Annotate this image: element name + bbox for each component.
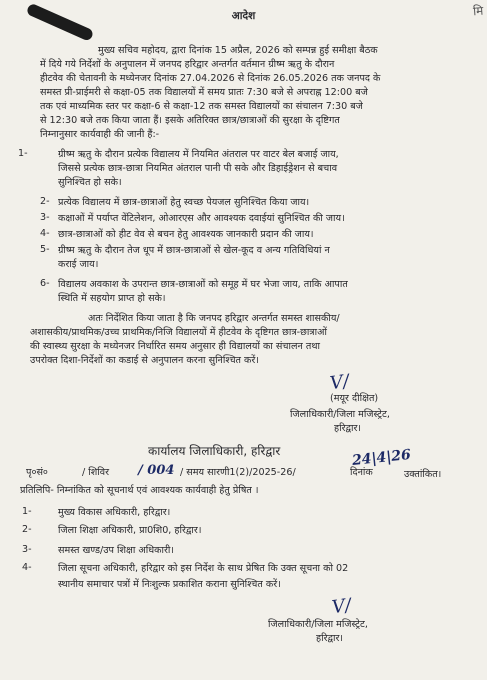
signatory-place-2: हरिद्वार। [316, 633, 344, 644]
ref-sarani: / समय सारणी1(2)/2025-26/ [180, 467, 296, 478]
ref-shivir-number: / 004 [138, 463, 175, 478]
copy-line: जिला शिक्षा अधिकारी, प्रा0शि0, हरिद्वार। [58, 525, 202, 536]
copy-line: समस्त खण्ड/उप शिक्षा अधिकारी। [58, 545, 175, 556]
copy-number: 3- [22, 544, 32, 555]
intro-line: मुख्य सचिव महोदय, द्वारा दिनांक 15 अप्रैल, 2026 को सम्पन्न हुई समीक्षा बैठक [98, 45, 378, 56]
point-line: प्रत्येक विद्यालय में छात्र-छात्राओं हेतु स्वच्छ पेयजल सुनिश्चित किया जाय। [58, 197, 310, 208]
copy-intro: प्रतिलिपि- निम्नांकित को सूचनार्थ एवं आवश्यक कार्यवाही हेतु प्रेषित । [20, 485, 259, 496]
corner-note: मि [472, 3, 484, 19]
point-number: 3- [40, 212, 50, 223]
point-number: 6- [40, 278, 50, 289]
intro-line: तक एवं माध्यमिक स्तर पर कक्षा-6 से कक्षा-12 तक समस्त विद्यालयों का संचालन 7:30 बजे [40, 101, 363, 112]
ref-suffix: उक्तांकित। [404, 469, 442, 480]
handwritten-date: 24|4|26 [351, 446, 412, 470]
copy-line: मुख्य विकास अधिकारी, हरिद्वार। [58, 507, 171, 518]
copy-number: 2- [22, 524, 32, 535]
copy-line: जिला सूचना अधिकारी, हरिद्वार को इस निर्देश के साथ प्रेषित कि उक्त सूचना को 02 [58, 563, 349, 574]
intro-line: निम्नानुसार कार्यवाही की जानी हैं:- [40, 129, 160, 140]
intro-line: हीटवेव की चेतावनी के मध्येनजर दिनांक 27.04.2026 से दिनांक 26.05.2026 तक जनपद के [40, 73, 381, 84]
order-title: आदेश [231, 10, 256, 22]
point-number: 4- [40, 228, 50, 239]
point-line: स्थिति में सहयोग प्राप्त हो सके। [58, 293, 166, 304]
direction-line: उपरोक्त दिशा-निर्देशों का कडाई से अनुपालन करना सुनिश्चित करें। [30, 355, 259, 366]
point-line: विद्यालय अवकाश के उपरान्त छात्र-छात्राओं को समूह में घर भेजा जाय, ताकि आपात [58, 279, 348, 290]
ref-dinank-label: दिनांक [350, 467, 373, 478]
direction-line: अशासकीय/प्राथमिक/उच्च प्राथमिक/निजि विद्यालयों में हीटवेव के दृष्टिगत छात्र-छात्राओं [30, 327, 327, 338]
intro-line: से 12:30 बजे तक किया जाता हैं। इसके अतिरिक्त छात्र/छात्राओं की सुरक्षा के दृष्टिगत [40, 115, 340, 126]
ref-patrank: पृ०सं० [26, 467, 48, 478]
signatory-name: (मयूर दीक्षित) [330, 393, 379, 404]
signature-2: V/ [330, 594, 353, 619]
office-heading: कार्यालय जिलाधिकारी, हरिद्वार [148, 444, 281, 458]
point-number: 5- [40, 244, 50, 255]
copy-number: 1- [22, 506, 32, 517]
point-line: सुनिश्चित हो सके। [58, 177, 122, 188]
point-line: छात्र-छात्राओं को हीट वेव से बचन हेतु आवश्यक जानकारी प्रदान की जाय। [58, 229, 314, 240]
point-line: ग्रीष्म ऋतु के दौरान प्रत्येक विद्यालय में नियमित अंतराल पर वाटर बेल बजाई जाय, [58, 149, 339, 160]
signatory-designation: जिलाधिकारी/जिला मजिस्ट्रेट, [290, 409, 390, 420]
ref-shivir: / शिविर [82, 467, 110, 478]
intro-line: समस्त प्री-प्राईमरी से कक्षा-05 तक विद्यालयों में समय प्रातः 7:30 बजे से अपराह्न 12:00 बजे [40, 87, 368, 98]
copy-number: 4- [22, 562, 32, 573]
direction-line: की स्वास्थ्य सुरक्षा के मध्येनजर निर्धारित समय अनुसार ही विद्यालयों का संचालन तथा [30, 341, 320, 352]
point-line: कक्षाओं में पर्याप्त वेंटिलेशन, ओआरएस और आवश्यक दवाईयां सुनिश्चित की जाय। [58, 213, 345, 224]
point-number: 1- [18, 148, 28, 159]
copy-line: स्थानीय समाचार पत्रों में निःशुल्क प्रकाशित कराना सुनिश्चित करें। [58, 579, 281, 590]
signatory-place: हरिद्वार। [334, 423, 362, 434]
point-line: जिससे प्रत्येक छात्र-छात्रा नियमित अंतराल पानी पी सके और डिहाईड्रेशन से बचाव [58, 163, 338, 174]
point-number: 2- [40, 196, 50, 207]
point-line: कराई जाय। [58, 259, 99, 270]
signatory-designation-2: जिलाधिकारी/जिला मजिस्ट्रेट, [268, 619, 368, 630]
signature-1: V/ [328, 370, 351, 395]
direction-line: अतः निर्देशित किया जाता है कि जनपद हरिद्वार अन्तर्गत समस्त शासकीय/ [88, 313, 340, 324]
point-line: ग्रीष्म ऋतु के दौरान तेज धूप में छात्र-छात्राओं से खेल-कूद व अन्य गतिविधियां न [58, 245, 330, 256]
intro-line: में दिये गये निर्देशों के अनुपालन में जनपद हरिद्वार अन्तर्गत वर्तमान ग्रीष्म ऋतु के दौरान [40, 59, 335, 70]
